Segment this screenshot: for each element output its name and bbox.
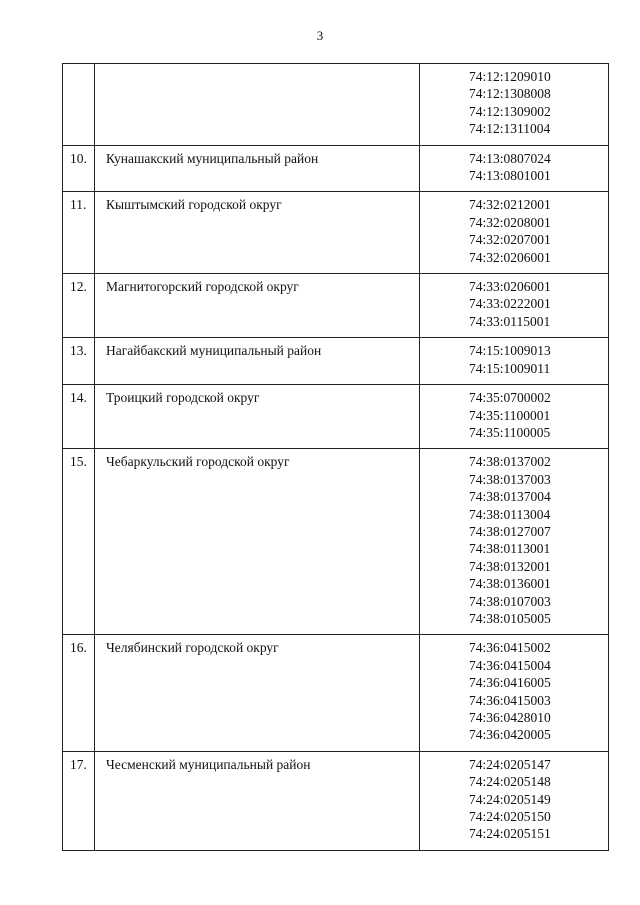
cadastral-code: 74:24:0205150 [469,809,551,825]
cadastral-code: 74:38:0113004 [469,506,551,522]
cadastral-code: 74:35:1100005 [469,424,551,440]
cadastral-code: 74:13:0801001 [469,168,551,184]
municipality-name: Троицкий городской округ [95,385,420,449]
municipality-name: Нагайбакский муниципальный район [95,338,420,385]
cadastral-code: 74:38:0137002 [469,454,551,470]
cadastral-codes [420,145,609,192]
cadastral-code: 74:36:0428010 [469,710,551,725]
table-row [63,449,609,635]
cadastral-codes [420,751,609,850]
cadastral-code: 74:33:0206001 [469,279,551,295]
row-number: 10. [63,145,95,192]
cadastral-code: 74:32:0212001 [469,197,551,213]
row-number: 11. [63,192,95,274]
cadastral-code: 74:38:0127007 [469,523,551,539]
municipality-name [95,64,420,146]
table-row [63,64,609,146]
cadastral-code: 74:38:0137004 [469,489,551,505]
cadastral-code: 74:13:0807024 [469,150,551,166]
cadastral-code: 74:32:0207001 [469,232,551,248]
cadastral-code: 74:24:0205147 [469,756,551,772]
cadastral-code: 74:38:0132001 [469,558,551,574]
cadastral-code: 74:12:1309002 [469,103,551,119]
table-row [63,274,609,338]
cadastral-code: 74:24:0205148 [469,774,551,790]
cadastral-codes [420,449,609,635]
row-number: 13. [63,338,95,385]
cadastral-codes [420,635,609,751]
cadastral-code: 74:36:0415003 [469,692,551,708]
cadastral-code: 74:12:1311004 [469,121,551,137]
cadastral-code: 74:36:0415004 [469,657,551,673]
table-body [63,64,609,851]
municipality-name: Чесменский муниципальный район [95,751,420,850]
row-number: 15. [63,449,95,635]
cadastral-codes [420,385,609,449]
cadastral-code: 74:12:1209010 [469,69,551,84]
cadastral-code: 74:38:0113001 [469,541,551,557]
table-row [63,385,609,449]
cadastral-code: 74:12:1308008 [469,86,551,102]
cadastral-code: 74:38:0105005 [469,610,551,626]
cadastral-code: 74:38:0107003 [469,593,551,609]
row-number: 14. [63,385,95,449]
cadastral-codes [420,192,609,274]
cadastral-code: 74:24:0205149 [469,791,551,807]
cadastral-code: 74:33:0222001 [469,296,551,312]
municipality-name: Кунашакский муниципальный район [95,145,420,192]
table-row [63,338,609,385]
row-number: 16. [63,635,95,751]
municipality-name: Магнитогорский городской округ [95,274,420,338]
municipality-name: Чебаркульский городской округ [95,449,420,635]
cadastral-code: 74:35:1100001 [469,407,551,423]
cadastral-code: 74:35:0700002 [469,390,551,406]
table-row [63,751,609,850]
cadastral-code: 74:36:0420005 [469,727,551,743]
table-row [63,192,609,274]
cadastral-code: 74:36:0415002 [469,640,551,656]
table-row [63,145,609,192]
cadastral-codes [420,64,609,146]
cadastral-code: 74:38:0137003 [469,471,551,487]
cadastral-code: 74:32:0208001 [469,214,551,230]
row-number: 12. [63,274,95,338]
cadastral-code: 74:36:0416005 [469,675,551,691]
municipality-name: Челябинский городской округ [95,635,420,751]
row-number [63,64,95,146]
table-row [63,635,609,751]
cadastral-code: 74:15:1009013 [469,343,551,359]
cadastral-code: 74:32:0206001 [469,249,551,265]
cadastral-code: 74:38:0136001 [469,576,551,592]
municipality-name: Кыштымский городской округ [95,192,420,274]
cadastral-codes [420,274,609,338]
cadastral-code: 74:33:0115001 [469,313,551,329]
cadastral-code: 74:15:1009011 [469,360,551,376]
cadastral-code: 74:24:0205151 [469,826,551,842]
row-number: 17. [63,751,95,850]
page-number: 3 [316,28,324,43]
cadastral-table [62,63,609,851]
cadastral-codes [420,338,609,385]
